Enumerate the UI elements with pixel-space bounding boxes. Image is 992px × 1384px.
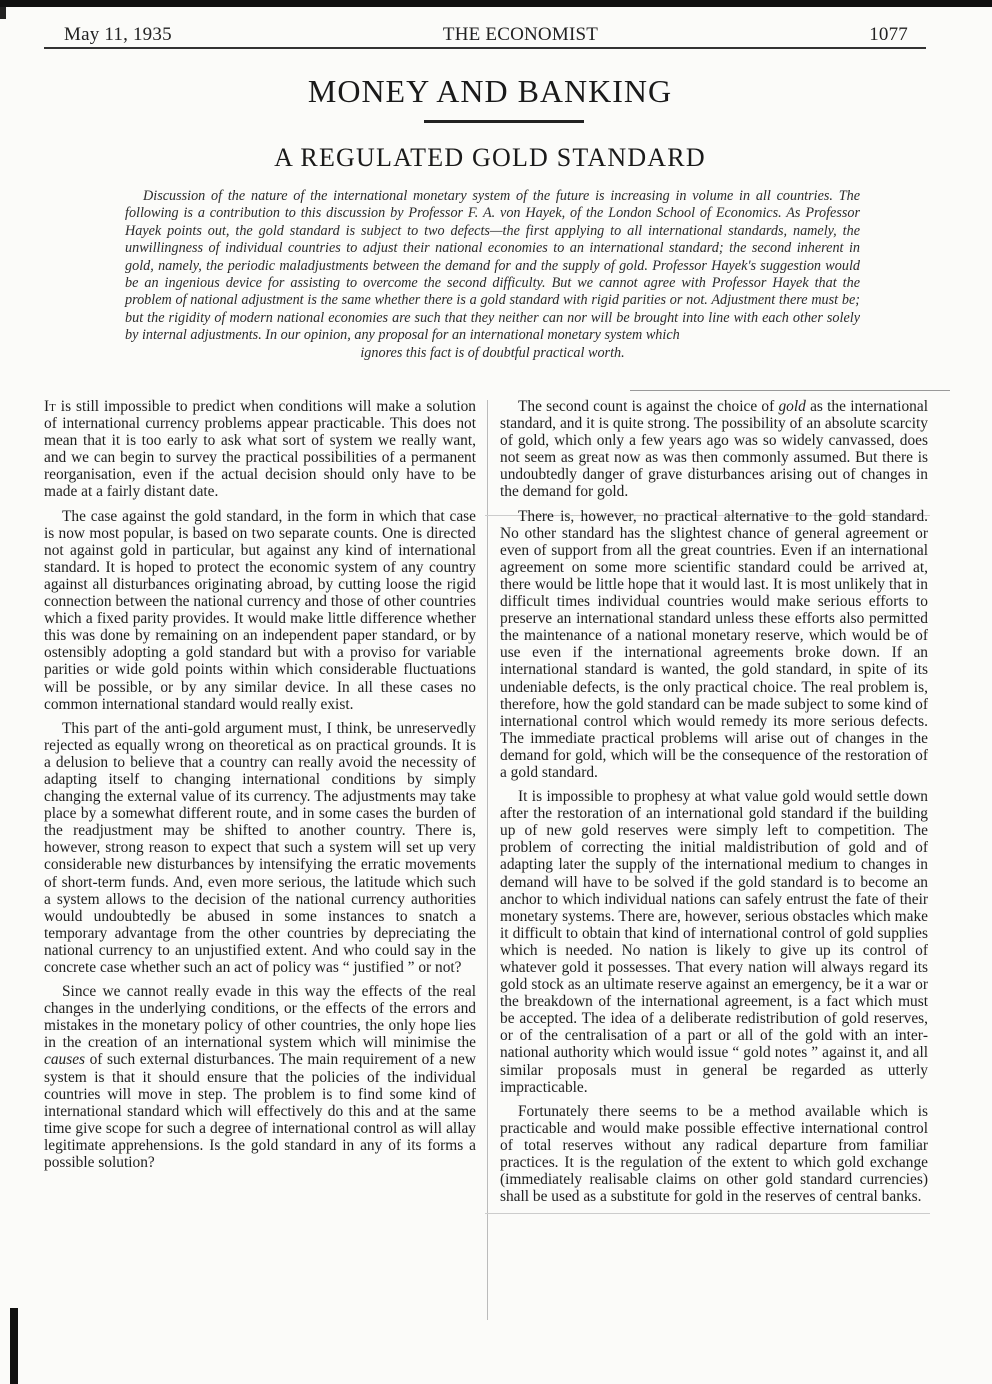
scan-border-left <box>0 7 6 19</box>
paragraph: The second count is against the choice of gold as the international standard, and it is quite strong. The possibility of an absolute scarcity of gold, which only a few years ago was so widely canvassed, does not seem as great now as was then commonly assumed. But there is undoubtedly danger of grave disturbances arising out of changes in the demand for gold. <box>500 398 928 501</box>
scan-border-left-bottom <box>10 1308 18 1384</box>
right-column-box-rule-bottom <box>485 1213 930 1214</box>
issue-date: May 11, 1935 <box>64 24 172 45</box>
standfirst-rule <box>630 390 950 391</box>
emphasis: causes <box>44 1051 86 1069</box>
emphasis: gold <box>778 398 806 415</box>
header-rule <box>44 47 926 49</box>
paragraph: Since we cannot really evade in this way the effects of the real changes in the underlying conditions, or the effects of the errors and mistakes in the monetary policy of other countries, the only hope lies in the creation of an international system which will minimise the causes of such external disturbances. The main requirement of a new system is that it should ensure that the policies of the individual countries will move in step. The problem is to find some kind of international standard which will effectively do this and at the same time give scope for such a degree of international control as will allay legitimate apprehensions. Is the gold standard in any of its forms a possible solution? <box>44 983 476 1172</box>
paragraph: This part of the anti-gold argument must, I think, be unreservedly rejected as equally wrong on theoretical as on practical grounds. It is a delusion to believe that a country can really avoid the necessity of adapting itself to changing international conditions by simply changing the external value of its currency. The adjustments may take place by a somewhat different route, and in some cases the burden of the readjustment may be shifted to another country. There is, however, strong reason to expect that such a system will set up very considerable new disturbances by intensifying the erratic movements of short-term funds. And, even more serious, the latitude which such a system allows to the decision of the national currency authorities would undoubtedly be abused in some instances to snatch a temporary advantage from the other countries by depreciating the national currency to an unjustified extent. And who could say in the concrete case whether such an act of policy was “ justified ” or not? <box>44 719 476 976</box>
article-standfirst <box>125 188 860 362</box>
standfirst-text: Discussion of the nature of the international monetary system of the future is increasing in volume in all countries. The following is a contribution to this discussion by Professor F. A. von Hayek, of the London School of Economics. As Professor Hayek points out, the gold standard is subject to two defects—the first applying to all international standards, namely, the unwillingness of individual countries to adjust their national economies to an international standard; the second inherent in gold, namely, the periodic maladjustments between the demand for and the supply of gold. Professor Hayek's suggestion would be an ingenious device for assisting to overcome the second difficulty. But we cannot agree with Professor Hayek that the problem of national adjustment is the same whether there is a gold standard with rigid parities or not. Adjustment there must be; but the rigidity of modern national economies are such that they neither can nor will be brought into line with each other solely by internal adjustments. In our opinion, any proposal for an international monetary system which <box>125 188 860 344</box>
paragraph: It is still impossible to predict when conditions will make a solution of international currency problems appear practicable. This does not mean that it is too early to ask what sort of system we really want, and we can begin to survey the practical possibilities of a permanent reorganisation, even if the actual decision should only have to be made at a fairly distant date. <box>44 398 476 501</box>
column-divider <box>487 400 488 1320</box>
paragraph: It is impossible to prophesy at what value gold would settle down after the restoration of an international gold standard if the building up of new gold reserves were simply left to competition. The problem of correcting the initial maldistribution of gold and of adapting later the supply of the international medium to changes in demand will have to be solved if the gold standard is to become an anchor to which individual nations can safely entrust the fate of their monetary systems. There are, however, serious obstacles which make it difficult to obtain that kind of international control of gold supplies which is needed. No nation is likely to give up its control of whatever gold it possesses. That every nation will always regard its gold stock as an ultimate reserve against an emergency, be it a war or the breakdown of the international agreement, is a fact which must be accepted. The idea of a deliberate redistribution of gold reserves, or of the centralisation of a part or all of the gold with an international authority which would issue “ gold notes ” against it, and all similar proposals must in general be regarded as utterly impracticable. <box>500 788 928 1096</box>
section-title-rule <box>424 120 584 123</box>
page-number: 1077 <box>869 24 908 45</box>
standfirst-last-line: ignores this fact is of doubtful practical worth. <box>360 344 625 361</box>
section-title: MONEY AND BANKING <box>307 73 673 109</box>
publication-name: THE ECONOMIST <box>442 24 599 45</box>
scan-border-top <box>0 0 992 7</box>
running-head <box>64 20 908 46</box>
article-title: A REGULATED GOLD STANDARD <box>274 143 706 172</box>
left-column <box>44 398 476 1178</box>
paragraph: The case against the gold standard, in the form in which that case is now most popular, is based on two separate counts. One is directed not against gold in particular, but against any kind of international standard. It is hoped to protect the economic system of any country against all disturbances originating abroad, by cutting loose the rigid connection between the national currency and those of other countries which a fixed parity provides. It would make little difference whether this was done by remaining on an independent paper standard, or by ostensibly adopting a gold standard but with a proviso for variable parities or wide gold points within which considerable fluctuations will be possible, or by any similar device. In all these cases no common international standard would really exist. <box>44 507 476 713</box>
right-column <box>500 398 928 1212</box>
paragraph: Fortunately there seems to be a method available which is practicable and would make possible effective international control of total reserves without any radical departure from familiar practices. It is the regulation of the extent to which gold exchange (immediately realisable claims on other gold standard currencies) shall be used as a substitute for gold in the reserves of central banks. <box>500 1102 928 1206</box>
dropcap: It <box>44 398 56 415</box>
paragraph: There is, however, no practical alternative to the gold standard. No other standard has the slightest chance of general agreement or even of support from all the great countries. Even if an international agreement on some more scientific standard could be arrived at, there would be little hope that it would last. It is most unlikely that in difficult times individual countries would make serious efforts to preserve an international standard unless these efforts also permitted the maintenance of a national monetary reserve, which would be of use even if the international agreements broke down. If an international standard is wanted, the gold standard, in spite of its undeniable defects, is the only practical choice. The real problem is, therefore, how the gold standard can be made subject to some kind of international control which would remedy its more serious defects. The immediate practical problems will arise out of changes in the demand for gold, which will be the consequence of the restoration of a gold standard. <box>500 507 928 781</box>
